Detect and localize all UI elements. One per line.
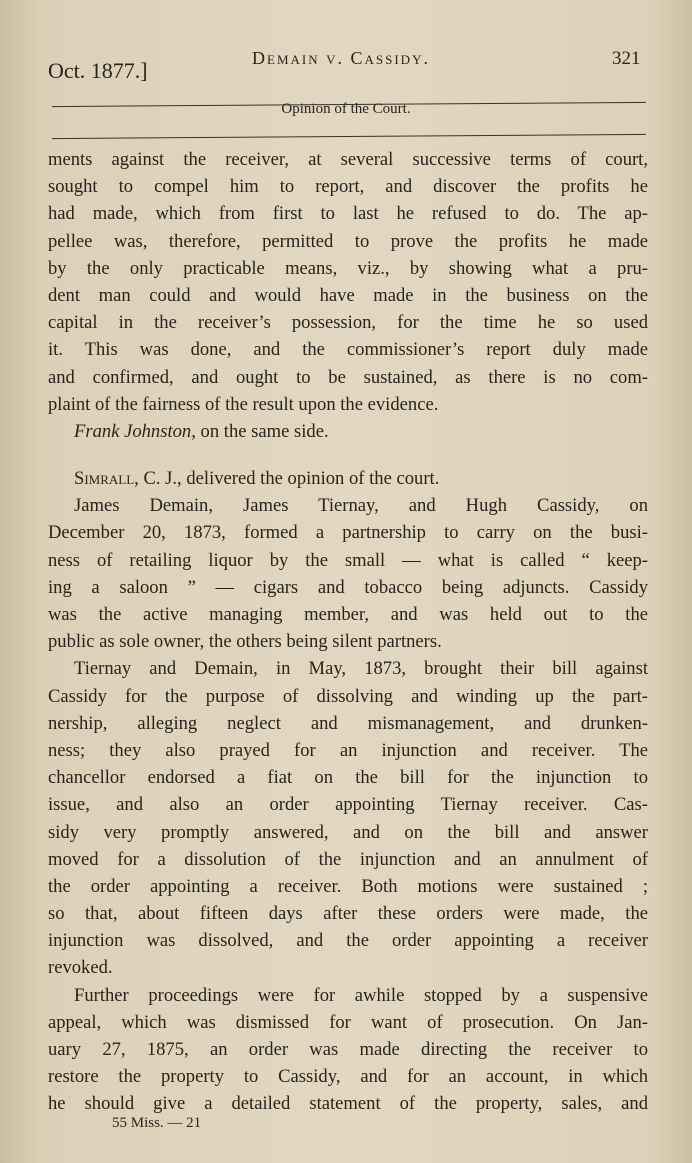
header-date: Oct. 1877.] [48, 58, 148, 83]
text-line: sought to compel him to report, and discover the profits he [48, 176, 648, 198]
text-line: by the only practicable means, viz., by showing what a pru- [48, 257, 648, 279]
text-line: had made, which from first to last he refused to do. The ap- [48, 203, 648, 225]
header-case-title: Demain v. Cassidy. [252, 48, 430, 68]
text-line: injunction was dissolved, and the order appointing a receiver [48, 930, 648, 952]
opinion-intro-rest: delivered the opinion of the court. [181, 468, 440, 490]
text-line: Further proceedings were for awhile stopped by a suspensive [74, 984, 648, 1006]
text-line: uary 27, 1875, an order was made directing the receiver to [48, 1039, 648, 1060]
text-line: chancellor endorsed a fiat on the bill for the injunction to [48, 767, 648, 789]
text-line: it. This was done, and the commissioner’s report duly made [48, 339, 648, 361]
subheading: Opinion of the Court. [281, 101, 411, 117]
signature-mark: 55 Miss. — 21 [112, 1115, 202, 1131]
text-line: James Demain, James Tiernay, and Hugh Cassidy, on [74, 495, 648, 517]
text-line: was the active managing member, and was held out to the [48, 604, 648, 625]
text-line: issue, and also an order appointing Tiernay receiver. Cas- [48, 794, 648, 816]
text-line: sidy very promptly answered, and on the bill and answer [48, 821, 648, 843]
text-line: ments against the receiver, at several successive terms of court, [48, 149, 648, 170]
text-line: he should give a detailed statement of the property, sales, and [48, 1093, 648, 1115]
text-line: ing a saloon ” — cigars and tobacco being adjuncts. Cassidy [48, 576, 648, 598]
text-line: appeal, which was dismissed for want of prosecution. On Jan- [48, 1011, 648, 1033]
opinion-intro [48, 465, 648, 492]
text-line: and confirmed, and ought to be sustained, as there is no com- [48, 366, 648, 388]
text-line: Tiernay and Demain, in May, 1873, brought their bill against [74, 658, 648, 680]
counsel-line [48, 418, 648, 445]
counsel-rest: on the same side. [195, 420, 329, 442]
text-line: revoked. [48, 957, 113, 979]
judge-name: Simrall, C. J., [74, 468, 182, 490]
text-line: public as sole owner, the others being silent partners. [48, 631, 442, 653]
text-line: capital in the receiver’s possession, for the time he so used [48, 312, 648, 334]
text-line: dent man could and would have made in the business on the [48, 284, 648, 306]
text-line: pellee was, therefore, permitted to prove the profits he made [48, 230, 648, 252]
text-line: ness of retailing liquor by the small — what is called “ keep- [48, 549, 648, 571]
counsel-name: Frank Johnston, [74, 420, 196, 442]
text-line: the order appointing a receiver. Both motions were sustained ; [48, 875, 648, 897]
text-line: so that, about fifteen days after these orders were made, the [48, 903, 648, 925]
text-line: restore the property to Cassidy, and for an account, in which [48, 1066, 648, 1088]
page-number: 321 [612, 48, 641, 69]
running-header [0, 46, 692, 83]
text-line: December 20, 1873, formed a partnership to carry on the busi- [48, 522, 648, 544]
text-line: ness; they also prayed for an injunction and receiver. The [48, 739, 648, 761]
text-line: moved for a dissolution of the injunction and an annulment of [48, 848, 648, 870]
text-line: plaint of the fairness of the result upon the evidence. [48, 393, 439, 415]
text-line: Cassidy for the purpose of dissolving and winding up the part- [48, 685, 648, 707]
page-body [48, 146, 648, 1118]
header-rule-bottom [52, 134, 646, 139]
text-line: nership, alleging neglect and mismanagement, and drunken- [48, 712, 648, 734]
